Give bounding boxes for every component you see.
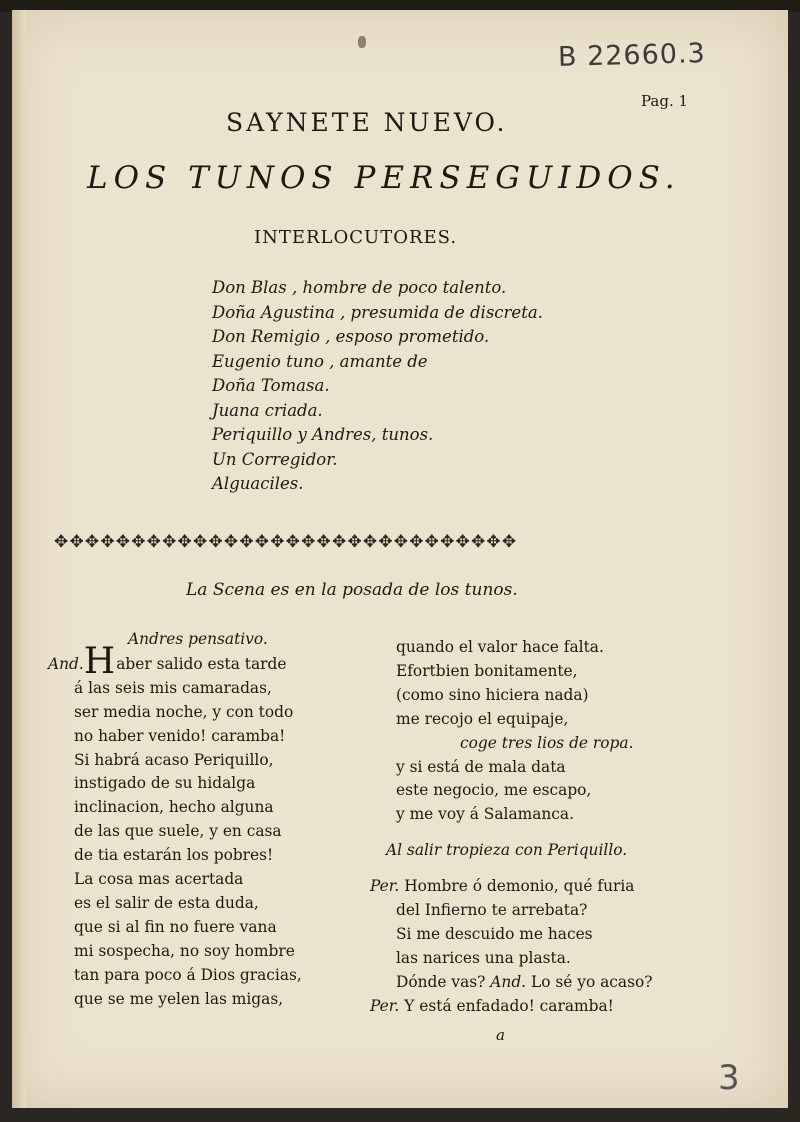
handwritten-folio-number: 3 — [718, 1058, 740, 1098]
drop-cap: H — [83, 640, 116, 682]
catchword: a — [496, 1026, 505, 1044]
verse-line: no haber venido! caramba! — [74, 726, 286, 745]
cast-item: Don Blas , hombre de poco talento. — [212, 278, 507, 297]
cast-item: Juana criada. — [212, 400, 323, 420]
cast-item: Doña Tomasa. — [212, 376, 330, 395]
stage-direction: Andres pensativo. — [128, 630, 268, 648]
speaker-label: And. — [48, 654, 84, 673]
stage-direction: coge tres lios de ropa. — [460, 733, 634, 752]
verse-text: Hombre ó demonio, qué furia — [404, 877, 635, 896]
verse-line: Efortbien bonitamente, — [396, 661, 578, 680]
verse-text: Dónde vas? — [396, 972, 486, 991]
verse-line: y me voy á Salamanca. — [396, 805, 574, 824]
verse-line: que se me yelen las migas, — [74, 989, 284, 1008]
verse-line — [370, 971, 653, 995]
cast-item: Periquillo y Andres, tunos. — [212, 425, 434, 444]
page-number-label: Pag. 1 — [641, 92, 689, 110]
ink-spot — [358, 36, 366, 48]
verse-line: de tia estarán los pobres! — [74, 846, 274, 865]
verse-line: inclinacion, hecho alguna — [74, 798, 274, 817]
title-saynete: SAYNETE NUEVO. — [226, 108, 508, 137]
page-gutter — [12, 10, 26, 1108]
verse-line: de las que suele, y en casa — [74, 822, 282, 841]
cast-item: Un Corregidor. — [212, 449, 338, 469]
verse-line: y si está de mala data — [396, 757, 566, 776]
verse-line — [370, 995, 653, 1019]
verse-line: Si me descuido me haces — [396, 924, 593, 943]
verse-line: tan para poco á Dios gracias, — [74, 965, 302, 984]
speaker-label: Per. — [370, 877, 400, 896]
verse-line: instigado de su hidalga — [74, 774, 256, 793]
library-shelfmark: B 22660.3 — [557, 38, 707, 73]
verse-line: del Infierno te arrebata? — [396, 901, 588, 920]
cast-list — [212, 276, 543, 497]
scene-heading: La Scena es en la posada de los tunos. — [186, 580, 518, 600]
verse-line: que si al fin no fuere vana — [74, 917, 277, 936]
verse-line: me recojo el equipaje, — [396, 709, 569, 728]
verse-line: es el salir de esta duda, — [74, 893, 259, 912]
text-column-right — [370, 636, 653, 1019]
verse-line: quando el valor hace falta. — [396, 638, 604, 656]
verse-line: La cosa mas acertada — [74, 870, 244, 889]
verse-text: aber salido esta tarde — [116, 654, 287, 673]
cast-item: Eugenio tuno , amante de — [212, 351, 428, 371]
speaker-label: And. — [490, 972, 527, 991]
verse-line: mi sospecha, no soy hombre — [74, 941, 295, 960]
stage-direction: Al salir tropieza con Periquillo. — [386, 841, 628, 860]
speaker-label: Per. — [370, 996, 400, 1015]
verse-line: (como sino hiciera nada) — [396, 685, 589, 704]
interlocutors-heading: INTERLOCUTORES. — [254, 227, 458, 248]
ornamental-divider: ✥✥✥✥✥✥✥✥✥✥✥✥✥✥✥✥✥✥✥✥✥✥✥✥✥✥✥✥✥✥ — [54, 532, 518, 552]
verse-line: este negocio, me escapo, — [396, 781, 592, 800]
verse-line: Si habrá acaso Periquillo, — [74, 750, 274, 769]
verse-text: Lo sé yo acaso? — [530, 972, 653, 991]
verse-text: Y está enfadado! caramba! — [404, 996, 614, 1015]
verse-line: á las seis mis camaradas, — [74, 678, 272, 697]
text-column-left — [48, 628, 302, 1012]
title-play: LOS TUNOS PERSEGUIDOS. — [87, 160, 681, 196]
verse-line: las narices una plasta. — [396, 948, 571, 967]
cast-item: Doña Agustina , presumida de discreta. — [212, 302, 543, 322]
verse-line — [370, 875, 653, 899]
cast-item: Alguaciles. — [212, 474, 304, 493]
verse-line-first — [48, 640, 302, 682]
verse-line: ser media noche, y con todo — [74, 702, 294, 721]
cast-item: Don Remigio , esposo prometido. — [212, 327, 490, 346]
